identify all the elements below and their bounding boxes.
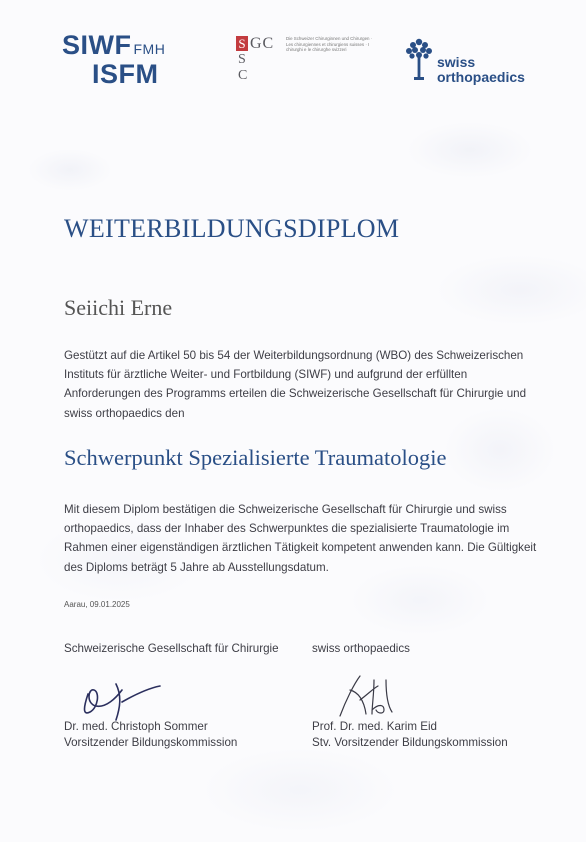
right-signatory [312,719,508,751]
place-date: Aarau, 09.01.2025 [64,600,130,609]
recipient-name: Seiichi Erne [64,295,173,320]
sgc-logo-gc: GC [250,35,275,52]
left-signatory-role: Vorsitzender Bildungskommission [64,736,238,749]
sgc-logo-red-s: S [236,36,248,51]
swiss-orthopaedics-logo-text [437,55,525,85]
right-signatory-name: Prof. Dr. med. Karim Eid [312,720,437,733]
specialty-title: Schwerpunkt Spezialisierte Traumatologie [64,445,447,470]
confirmation-paragraph: Mit diesem Diplom bestätigen die Schweizerische Gesellschaft für Chirurgie und swiss orthopaedics, dass der Inhaber des Schwerpunktes die spezialisierte Traumatologie im Rahmen einer eigenständigen ärztlichen Tätigkeit kompetent anwenden kann. Die Gültigkeit des Diploms beträgt 5 Jahre ab Ausstellungsdatum. [64,503,537,574]
left-signatory-name: Dr. med. Christoph Sommer [64,720,208,733]
right-signatory-org: swiss orthopaedics [312,642,410,655]
fmh-logo-text: FMH [133,41,166,57]
so-logo-line1: swiss [437,54,476,70]
sgc-logo [236,35,282,85]
right-signatory-role: Stv. Vorsitzender Bildungskommission [312,736,508,749]
sgc-logo-tagline: Die Schweizer Chirurginnen und Chirurgen · Les chirurgiennes et chirurgiens suisses · I chirurghi e le chirurghe svizzeri [286,36,373,53]
signature-left [76,672,186,722]
sgc-logo-s: S [238,52,246,67]
siwf-logo [62,30,166,89]
left-signatory-org: Schweizerische Gesellschaft für Chirurgie [64,642,279,655]
diploma-title: WEITERBILDUNGSDIPLOM [64,214,400,243]
siwf-logo-text: SIWF [62,30,132,60]
swiss-orthopaedics-tree-icon [404,36,434,82]
sgc-logo-c: C [238,68,248,83]
isfm-logo-text: ISFM [92,59,159,89]
so-logo-line2: orthopaedics [437,69,525,85]
intro-paragraph: Gestützt auf die Artikel 50 bis 54 der Weiterbildungsordnung (WBO) des Schweizerischen Instituts für ärztliche Weiter- und Fortbildung (SIWF) und aufgrund der erfüllten Anforderungen des Programms erteilen die Schweizerische Gesellschaft für Chirurgie und swiss orthopaedics den [64,349,527,420]
signature-right [330,670,410,720]
left-signatory [64,719,237,751]
